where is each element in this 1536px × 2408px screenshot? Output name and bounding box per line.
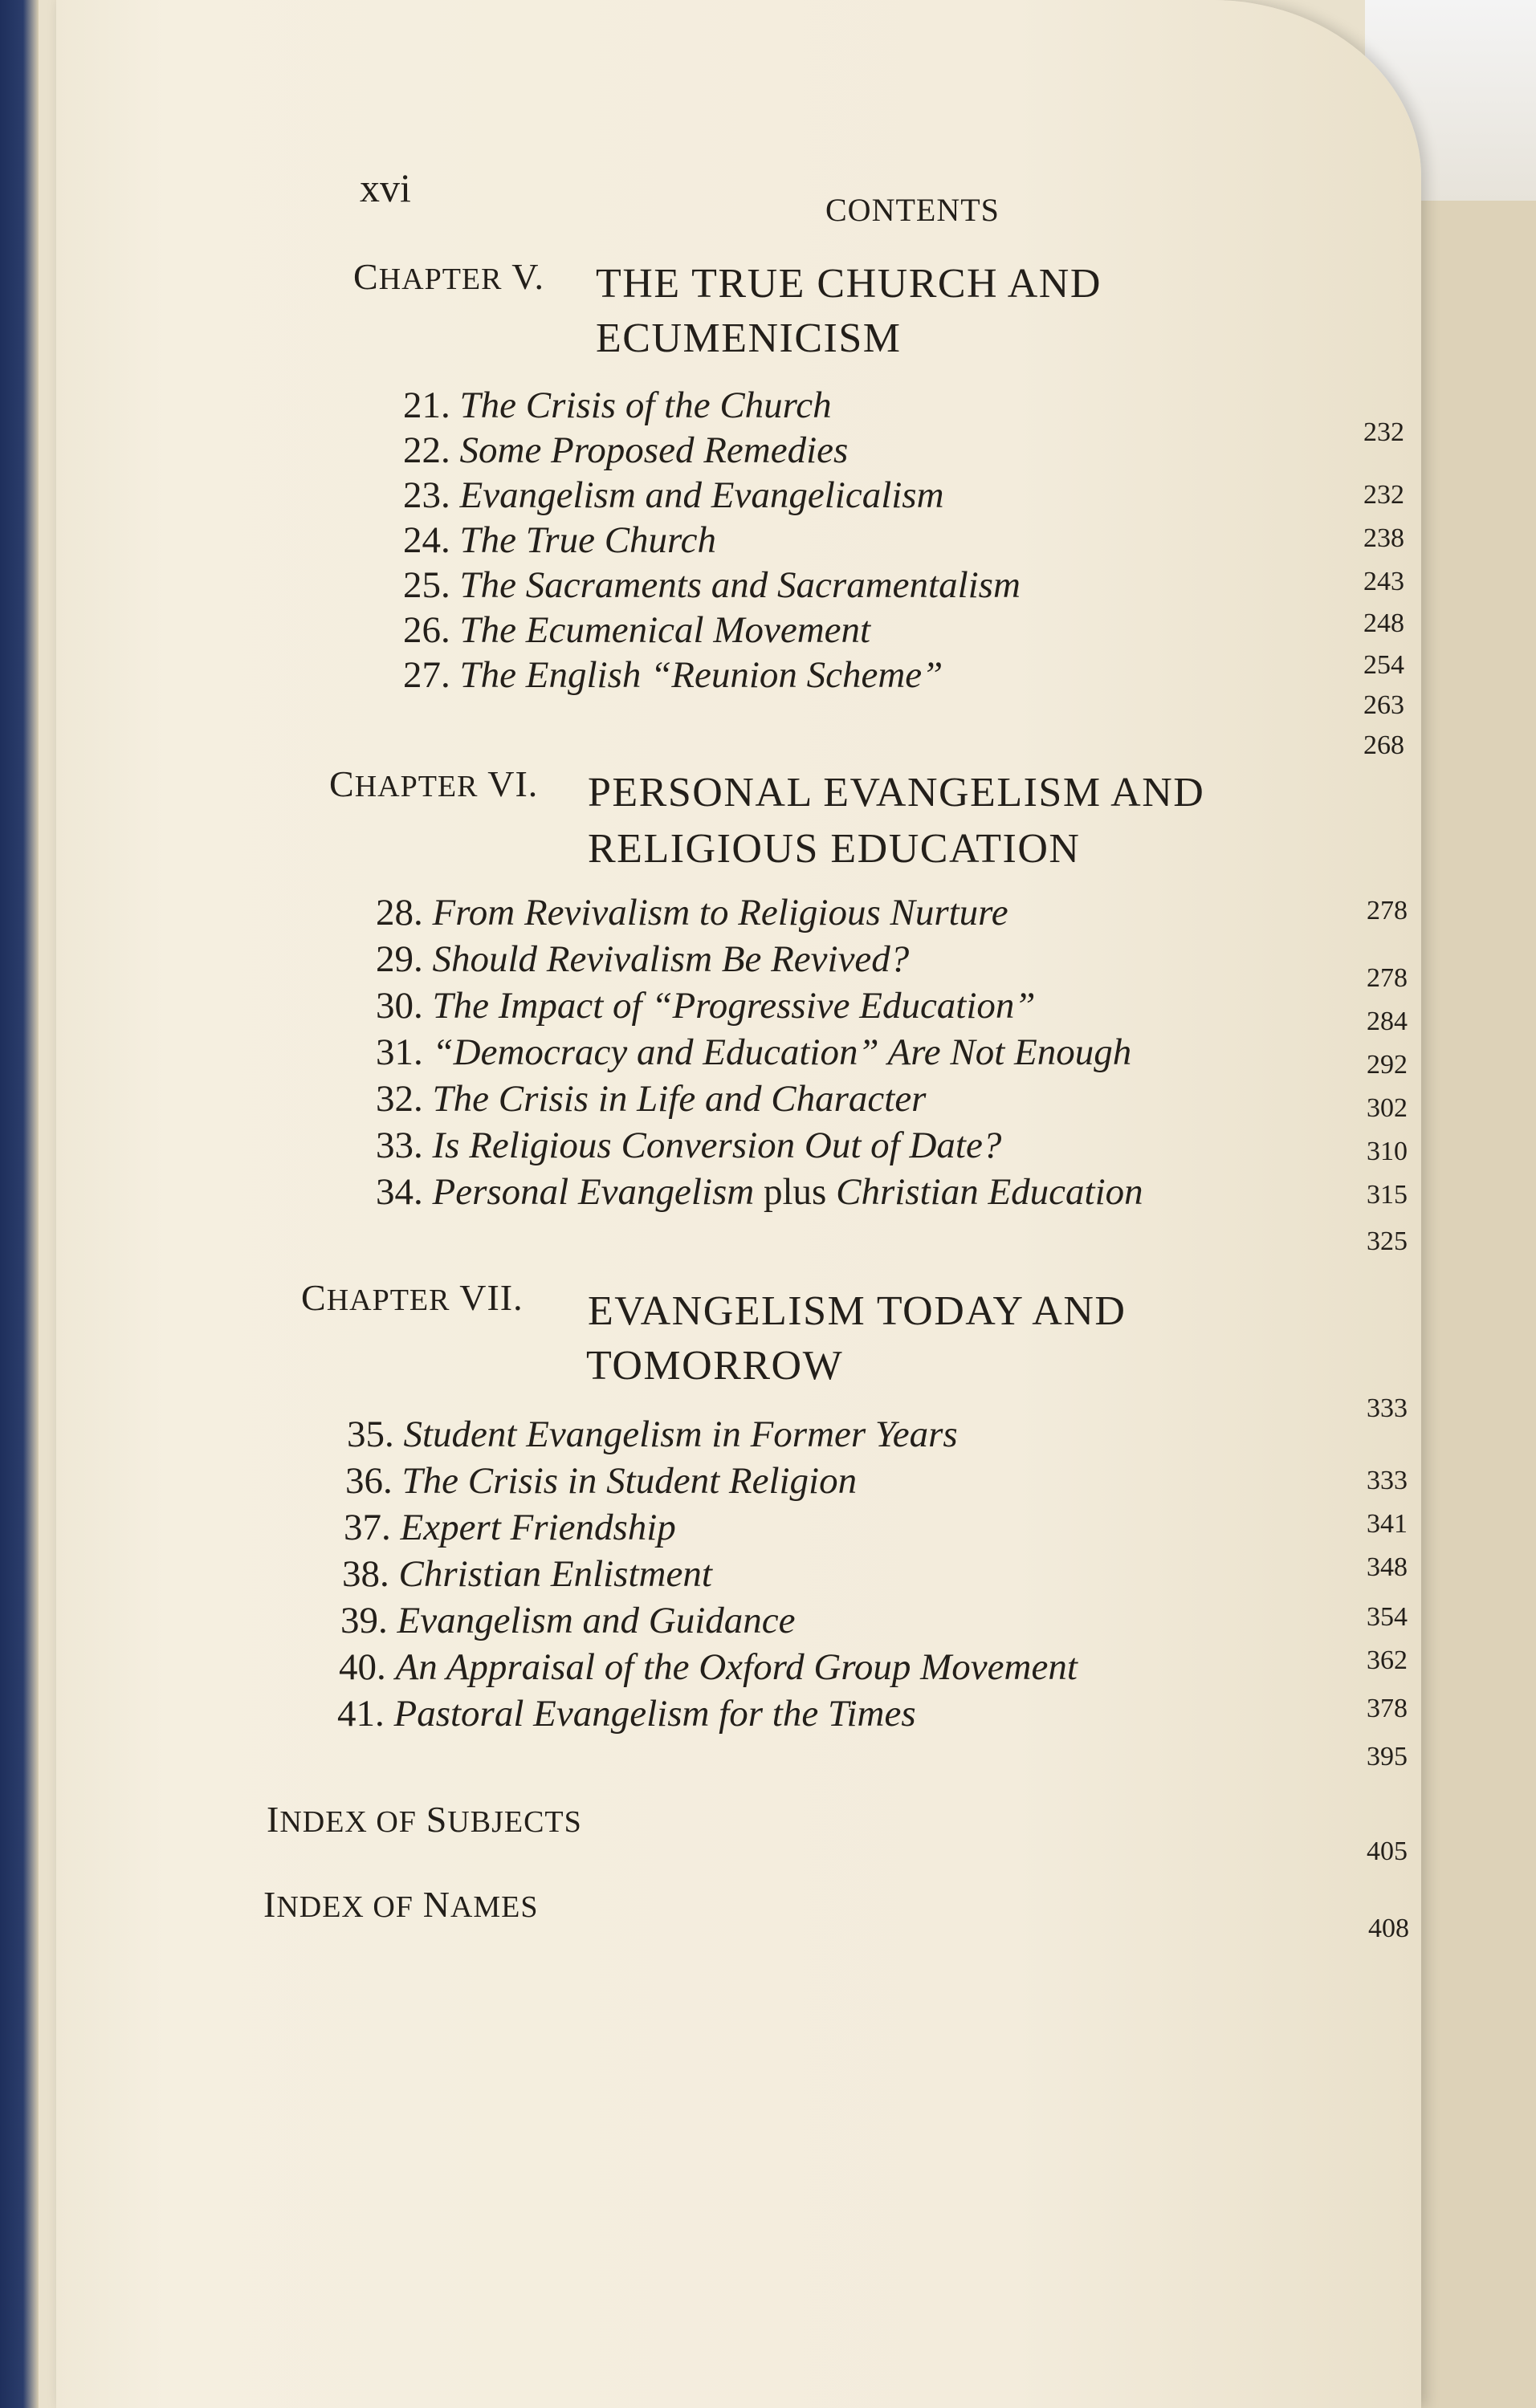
chapter-title-line2: ECUMENICISM [596, 315, 902, 361]
section-entry[interactable] [403, 474, 944, 517]
section-entry[interactable] [403, 519, 716, 562]
page-number: 254 [1363, 650, 1404, 680]
section-number: 31. [376, 1031, 423, 1073]
chapter-label-initial: C [301, 1277, 327, 1318]
section-number: 41. [337, 1693, 385, 1735]
section-entry[interactable] [376, 1077, 926, 1121]
page-number: 341 [1367, 1509, 1408, 1539]
page-number: 278 [1367, 896, 1408, 925]
section-entry[interactable] [340, 1599, 796, 1642]
page-number: 310 [1367, 1137, 1408, 1166]
page-number: 278 [1367, 963, 1408, 993]
running-title: CONTENTS [825, 192, 1000, 228]
page-number: 378 [1367, 1694, 1408, 1723]
section-title: The Crisis in Life and Character [432, 1078, 927, 1120]
section-title: The Ecumenical Movement [459, 609, 871, 651]
page-number: 302 [1367, 1093, 1408, 1123]
section-title: The English “Reunion Scheme” [459, 654, 943, 696]
chapter-label-rest: HAPTER [326, 1283, 450, 1317]
section-entry[interactable] [337, 1692, 916, 1735]
section-title-part-a: Personal Evangelism [432, 1171, 755, 1213]
page-number: 263 [1363, 690, 1404, 720]
section-title: From Revivalism to Religious Nurture [432, 892, 1008, 934]
section-number: 26. [403, 609, 450, 651]
book-spine [0, 0, 39, 2408]
page-number: 315 [1367, 1180, 1408, 1210]
section-title: Christian Enlistment [398, 1553, 712, 1595]
chapter-numeral: V. [511, 256, 545, 297]
section-number: 21. [403, 384, 450, 426]
page-number: 232 [1363, 480, 1404, 510]
section-title: The True Church [459, 519, 716, 561]
section-title: An Appraisal of the Oxford Group Movement [395, 1646, 1078, 1688]
section-number: 22. [403, 429, 450, 471]
section-title: The Sacraments and Sacramentalism [459, 564, 1021, 606]
section-title: Expert Friendship [400, 1507, 676, 1548]
book-page [56, 0, 1421, 2408]
section-title: “Democracy and Education” Are Not Enough [432, 1031, 1132, 1073]
section-entry[interactable] [376, 1031, 1131, 1074]
page-number-roman: xvi [360, 165, 411, 210]
section-title-part-b: Christian Education [836, 1171, 1143, 1213]
section-entry[interactable] [347, 1413, 958, 1456]
section-entry[interactable] [342, 1552, 712, 1596]
page-number: 284 [1367, 1007, 1408, 1036]
section-title: The Impact of “Progressive Education” [432, 985, 1036, 1027]
section-number: 27. [403, 654, 450, 696]
section-number: 30. [376, 985, 423, 1027]
section-title-plain: plus [764, 1171, 827, 1213]
chapter-label-initial: C [329, 763, 355, 804]
section-entry[interactable] [403, 653, 943, 697]
section-entry[interactable] [345, 1459, 857, 1503]
chapter-numeral: VI. [487, 763, 539, 804]
page-number: 333 [1367, 1393, 1408, 1423]
section-entry[interactable] [376, 1170, 1143, 1214]
page-number: 362 [1367, 1645, 1408, 1675]
section-number: 25. [403, 564, 450, 606]
section-number: 32. [376, 1078, 423, 1120]
section-number: 29. [376, 938, 423, 980]
section-title: Some Proposed Remedies [459, 429, 849, 471]
section-number: 40. [339, 1646, 386, 1688]
page-number: 248 [1363, 608, 1404, 638]
index-entry[interactable]: INDEX OF SUBJECTS [267, 1799, 582, 1840]
chapter-numeral: VII. [459, 1277, 524, 1318]
section-number: 28. [376, 892, 423, 934]
page-number: 405 [1367, 1837, 1408, 1866]
section-entry[interactable] [403, 563, 1021, 607]
section-title: Is Religious Conversion Out of Date? [432, 1125, 1002, 1166]
section-entry[interactable] [339, 1645, 1078, 1689]
chapter-title-line2: RELIGIOUS EDUCATION [588, 826, 1081, 872]
page-number: 333 [1367, 1466, 1408, 1495]
chapter-title-line1: EVANGELISM TODAY AND [588, 1288, 1127, 1334]
chapter-title-line1: THE TRUE CHURCH AND [596, 261, 1102, 307]
page-number: 268 [1363, 730, 1404, 760]
section-title: Pastoral Evangelism for the Times [393, 1693, 916, 1735]
chapter-title-line1: PERSONAL EVANGELISM AND [588, 770, 1205, 816]
section-number: 38. [342, 1553, 389, 1595]
page-number: 354 [1367, 1602, 1408, 1632]
section-entry[interactable] [403, 429, 848, 472]
section-entry[interactable] [376, 891, 1008, 934]
section-entry[interactable] [376, 1124, 1001, 1167]
page-number: 238 [1363, 523, 1404, 553]
section-number: 34. [376, 1171, 423, 1213]
section-entry[interactable] [403, 384, 832, 427]
section-entry[interactable] [376, 984, 1036, 1027]
section-number: 36. [345, 1460, 393, 1502]
chapter-label-rest: HAPTER [378, 262, 503, 296]
chapter-title-line2: TOMORROW [586, 1343, 844, 1389]
section-number: 33. [376, 1125, 423, 1166]
page-number: 408 [1368, 1914, 1409, 1943]
chapter-label-rest: HAPTER [354, 770, 479, 803]
section-title: Evangelism and Guidance [397, 1600, 796, 1641]
section-number: 35. [347, 1413, 394, 1455]
page-number: 325 [1367, 1226, 1408, 1256]
section-title: Student Evangelism in Former Years [403, 1413, 958, 1455]
section-title: Evangelism and Evangelicalism [459, 474, 944, 516]
section-title: The Crisis in Student Religion [401, 1460, 858, 1502]
page-number: 232 [1363, 417, 1404, 447]
page-number: 348 [1367, 1552, 1408, 1582]
section-title: Should Revivalism Be Revived? [432, 938, 910, 980]
page-number: 395 [1367, 1742, 1408, 1771]
section-number: 23. [403, 474, 450, 516]
section-number: 39. [340, 1600, 388, 1641]
page-number: 292 [1367, 1050, 1408, 1080]
section-number: 24. [403, 519, 450, 561]
section-entry[interactable] [403, 608, 870, 652]
index-entry[interactable]: INDEX OF NAMES [263, 1884, 539, 1925]
section-entry[interactable] [376, 938, 909, 981]
page-number: 243 [1363, 567, 1404, 596]
section-entry[interactable] [344, 1506, 676, 1549]
chapter-label-initial: C [353, 256, 379, 297]
section-title: The Crisis of the Church [459, 384, 832, 426]
section-number: 37. [344, 1507, 391, 1548]
